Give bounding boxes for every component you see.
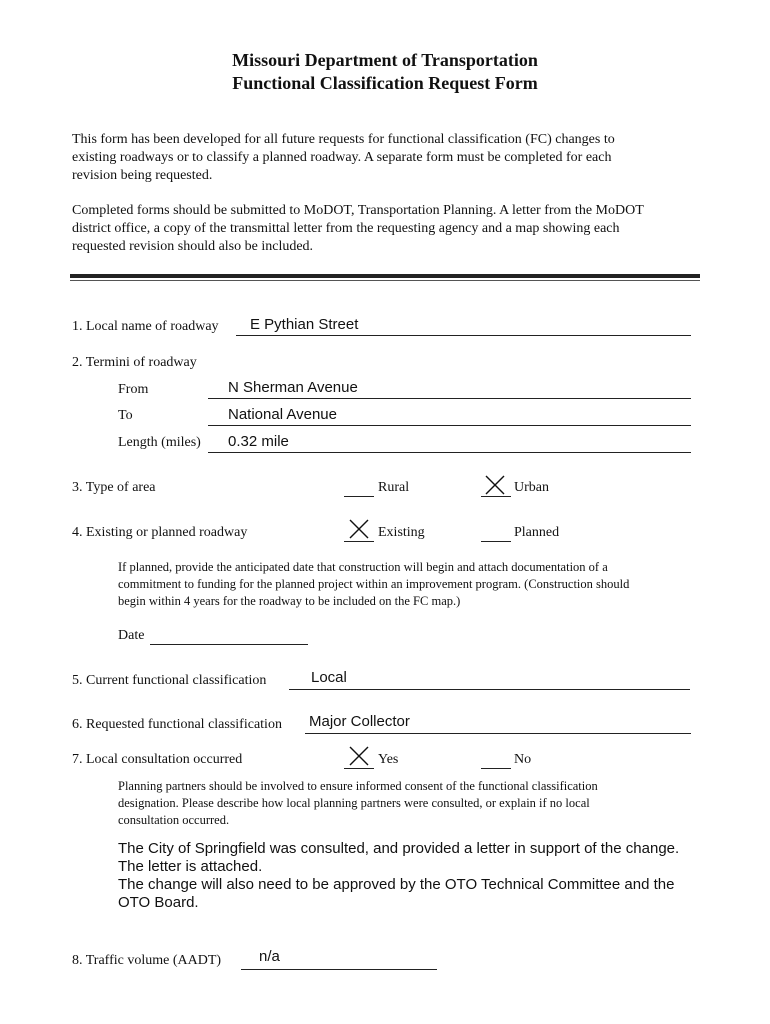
date-label: Date — [118, 628, 145, 643]
instruction-line: commitment to funding for the planned project within an improvement program. (Construction should — [118, 577, 630, 591]
intro-line: Completed forms should be submitted to MoDOT, Transportation Planning. A letter from the MoDOT — [72, 203, 644, 218]
planned-instructions — [118, 559, 698, 610]
current-class-label: 5. Current functional classification — [72, 673, 267, 688]
instruction-line: consultation occurred. — [118, 813, 230, 827]
no-option: No — [514, 752, 532, 767]
rural-option: Rural — [378, 480, 410, 495]
no-blank[interactable] — [481, 768, 511, 769]
length-line — [208, 452, 691, 453]
answer-line: The City of Springfield was consulted, and provided a letter in support of the change. — [118, 840, 680, 857]
intro-paragraph-2 — [72, 202, 702, 256]
current-class-line — [289, 689, 690, 690]
length-field[interactable]: 0.32 mile — [228, 433, 289, 450]
yes-check-x-icon[interactable] — [348, 745, 370, 767]
instruction-line: Planning partners should be involved to ensure informed consent of the functional classification — [118, 779, 598, 793]
roadway-name-field[interactable]: E Pythian Street — [250, 316, 359, 333]
answer-line: OTO Board. — [118, 894, 199, 911]
to-label: To — [118, 408, 133, 423]
planned-option: Planned — [514, 525, 560, 540]
consultation-answer[interactable] — [118, 840, 718, 912]
instruction-line: If planned, provide the anticipated date that construction will begin and attach documentation of a — [118, 560, 608, 574]
urban-option: Urban — [514, 480, 549, 495]
intro-line: requested revision should also be included. — [72, 239, 314, 254]
intro-paragraph-1 — [72, 131, 702, 185]
length-label: Length (miles) — [118, 435, 201, 450]
form-title: Functional Classification Request Form — [232, 73, 538, 93]
from-label: From — [118, 382, 149, 397]
instruction-line: designation. Please describe how local planning partners were consulted, or explain if no local — [118, 796, 590, 810]
requested-class-field[interactable]: Major Collector — [309, 713, 410, 730]
from-line — [208, 398, 691, 399]
roadway-name-label: 1. Local name of roadway — [72, 319, 219, 334]
intro-line: existing roadways or to classify a planned roadway. A separate form must be completed for each — [72, 150, 612, 165]
date-field[interactable] — [150, 644, 308, 645]
answer-line: The change will also need to be approved by the OTO Technical Committee and the — [118, 876, 675, 893]
section-divider-thin — [70, 280, 700, 281]
instruction-line: begin within 4 years for the roadway to be included on the FC map.) — [118, 594, 461, 608]
section-divider — [70, 274, 700, 278]
form-title-agency: Missouri Department of Transportation — [232, 50, 538, 70]
requested-class-line — [305, 733, 691, 734]
intro-line: This form has been developed for all future requests for functional classification (FC) changes to — [72, 132, 615, 147]
roadway-name-line — [236, 335, 691, 336]
planned-blank[interactable] — [481, 541, 511, 542]
intro-line: district office, a copy of the transmittal letter from the requesting agency and a map showing each — [72, 221, 620, 236]
current-class-field[interactable]: Local — [311, 669, 347, 686]
area-type-label: 3. Type of area — [72, 480, 156, 495]
existing-blank[interactable] — [344, 541, 374, 542]
traffic-volume-line — [241, 969, 437, 970]
existing-planned-label: 4. Existing or planned roadway — [72, 525, 248, 540]
existing-option: Existing — [378, 525, 425, 540]
consultation-instructions — [118, 778, 698, 829]
traffic-volume-label: 8. Traffic volume (AADT) — [72, 953, 222, 968]
yes-blank[interactable] — [344, 768, 374, 769]
yes-option: Yes — [378, 752, 399, 767]
to-line — [208, 425, 691, 426]
intro-line: revision being requested. — [72, 168, 213, 183]
rural-blank[interactable] — [344, 496, 374, 497]
traffic-volume-field[interactable]: n/a — [259, 948, 280, 965]
requested-class-label: 6. Requested functional classification — [72, 717, 282, 732]
consultation-label: 7. Local consultation occurred — [72, 752, 243, 767]
existing-check-x-icon[interactable] — [348, 518, 370, 540]
urban-blank[interactable] — [481, 496, 511, 497]
urban-check-x-icon[interactable] — [484, 474, 506, 496]
termini-label: 2. Termini of roadway — [72, 355, 197, 370]
from-field[interactable]: N Sherman Avenue — [228, 379, 358, 396]
answer-line: The letter is attached. — [118, 858, 263, 875]
to-field[interactable]: National Avenue — [228, 406, 337, 423]
